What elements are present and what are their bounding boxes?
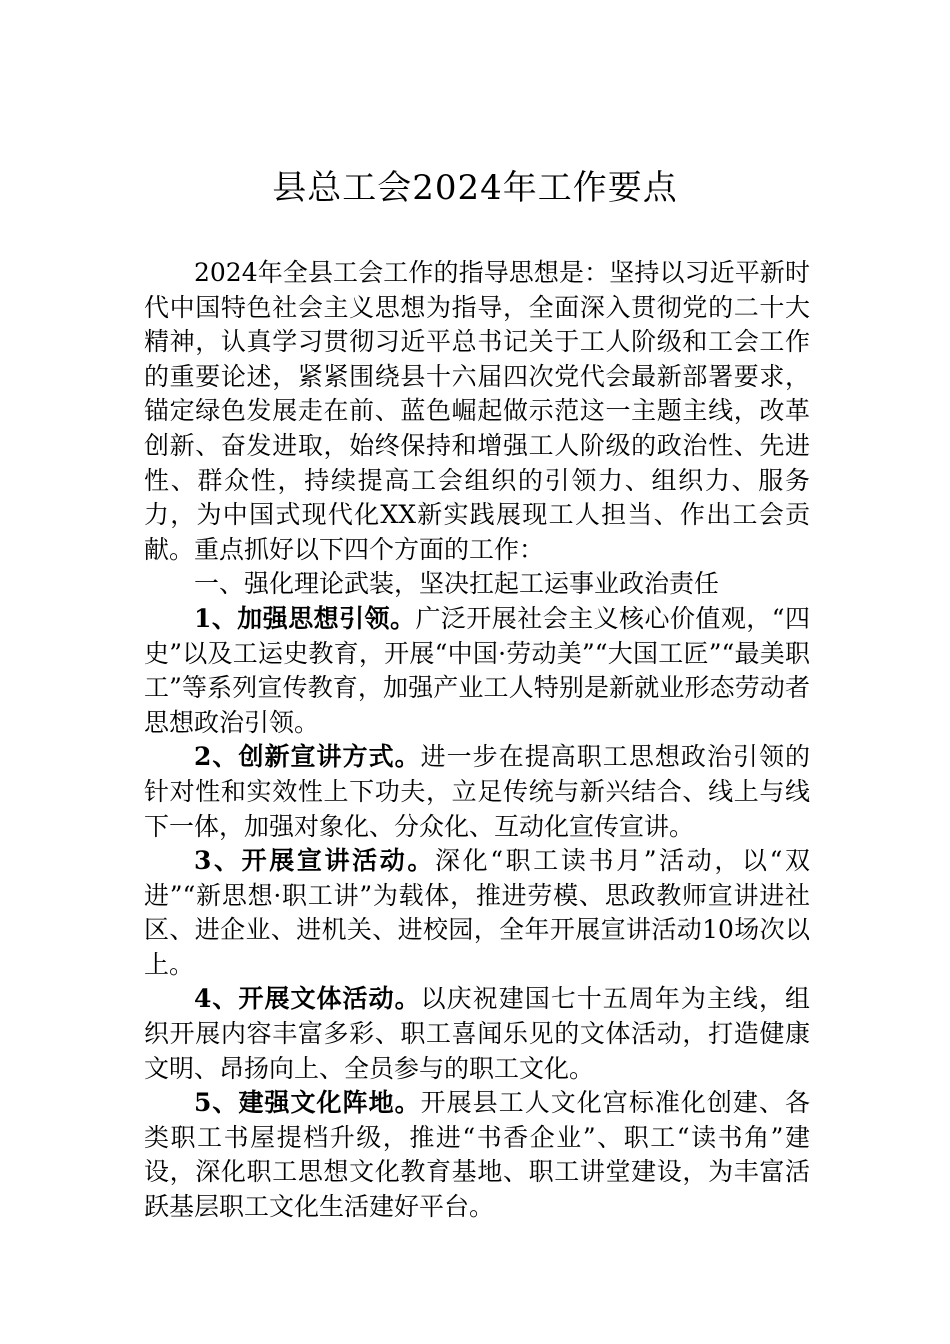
item-paragraph — [144, 844, 810, 982]
item-lead: 4、开展文体活动。 — [194, 984, 421, 1014]
document-body — [144, 256, 810, 1225]
item-paragraph — [144, 602, 810, 740]
section-heading: 一、强化理论武装，坚决扛起工运事业政治责任 — [194, 569, 720, 599]
item-lead: 3、开展宣讲活动。 — [194, 846, 435, 876]
intro-paragraph: 2024年全县工会工作的指导思想是：坚持以习近平新时代中国特色社会主义思想为指导，全面深入贯彻党的二十大精神，认真学习贯彻习近平总书记关于工人阶级和工会工作的重要论述，紧紧围绕县十六届四次党代会最新部署要求，锚定绿色发展走在前、蓝色崛起做示范这一主题主线，改革创新、奋发进取，始终保持和增强工人阶级的政治性、先进性、群众性，持续提高工会组织的引领力、组织力、服务力，为中国式现代化XX新实践展现工人担当、作出工会贡献。重点抓好以下四个方面的工作： — [144, 258, 810, 564]
document-title: 县总工会2024年工作要点 — [272, 168, 678, 208]
item-paragraph — [144, 1086, 810, 1224]
item-paragraph — [144, 982, 810, 1086]
item-text: 进一步在提高职工思想政治引领的针对性和实效性上下功夫，立足传统与新兴结合、线上与线下一体，加强对象化、分众化、互动化宣传宣讲。 — [144, 742, 810, 841]
item-lead: 2、创新宣讲方式。 — [194, 742, 421, 772]
item-text: 深化“职工读书月”活动，以“双进”“新思想·职工讲”为载体，推进劳模、思政教师宣讲进社区、进企业、进机关、进校园，全年开展宣讲活动10场次以上。 — [144, 846, 811, 979]
item-paragraph — [144, 740, 810, 844]
item-lead: 1、加强思想引领。 — [194, 603, 416, 633]
item-lead: 5、建强文化阵地。 — [194, 1088, 421, 1118]
item-text: 广泛开展社会主义核心价值观，“四史”以及工运史教育，开展“中国·劳动美”“大国工匠”“最美职工”等系列宣传教育，加强产业工人特别是新就业形态劳动者思想政治引领。 — [144, 603, 810, 737]
item-text: 以庆祝建国七十五周年为主线，组织开展内容丰富多彩、职工喜闻乐见的文体活动，打造健康文明、昂扬向上、全员参与的职工文化。 — [144, 984, 810, 1083]
item-text: 开展县工人文化宫标准化创建、各类职工书屋提档升级，推进“书香企业”、职工“读书角”建设，深化职工思想文化教育基地、职工讲堂建设，为丰富活跃基层职工文化生活建好平台。 — [144, 1088, 810, 1222]
